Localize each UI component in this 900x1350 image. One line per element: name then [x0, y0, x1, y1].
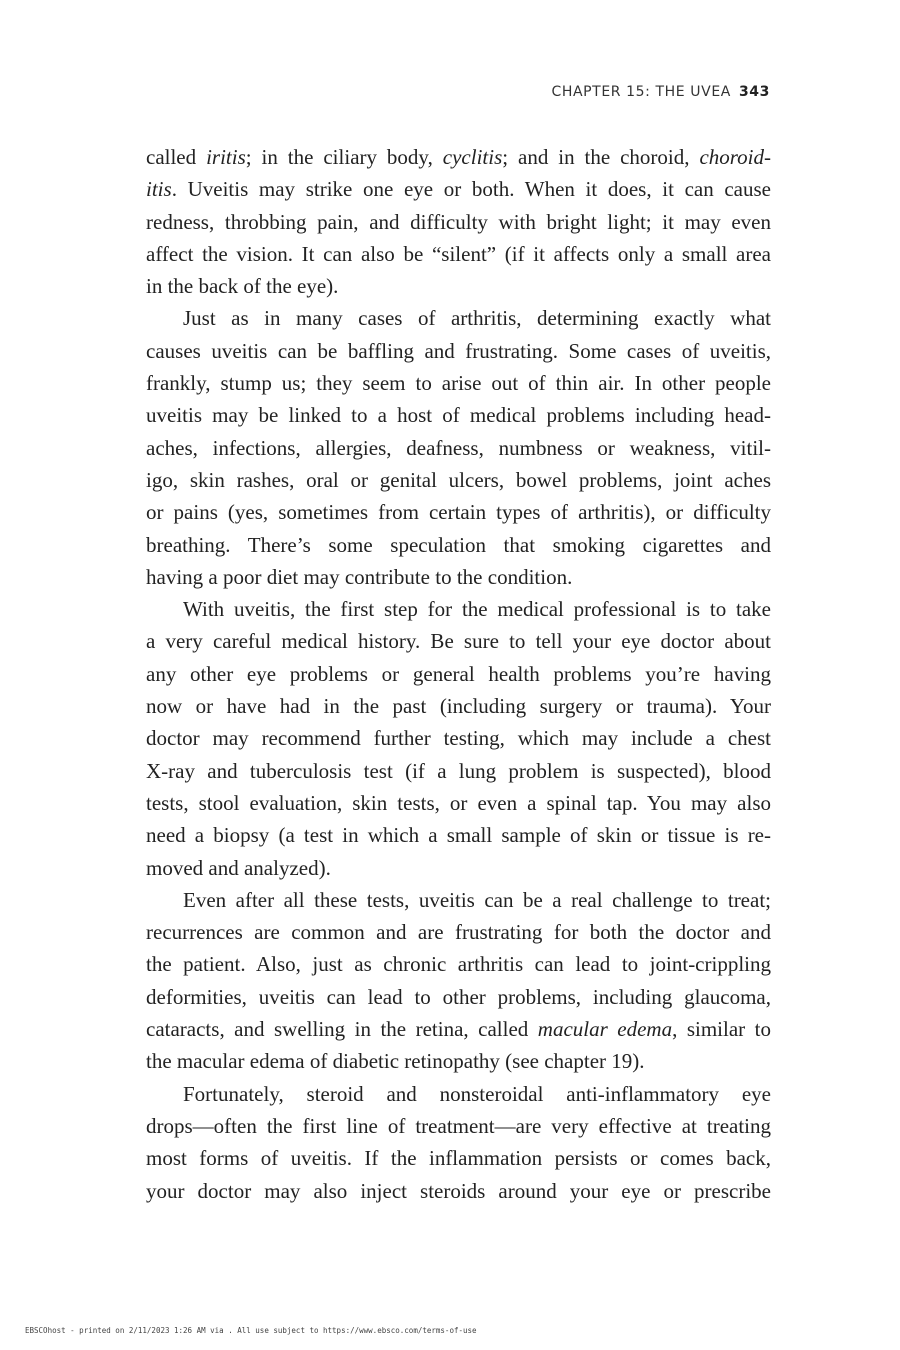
italic-term: iritis	[206, 145, 246, 169]
text-line: deformities, uveitis can lead to other problems, including glaucoma,	[146, 984, 771, 1009]
italic-term: cyclitis	[442, 145, 503, 169]
text-line: or pains (yes, sometimes from certain types of arthritis), or difficulty	[146, 500, 771, 525]
page-number: 343	[738, 84, 770, 100]
italic-term: macular edema	[537, 1017, 673, 1042]
paragraph	[146, 141, 771, 302]
chapter-title: CHAPTER 15: THE UVEA	[551, 84, 731, 100]
text-line: breathing. There’s some speculation that smoking cigarettes and	[146, 532, 771, 557]
text-line: uveitis may be linked to a host of medical problems including head-	[146, 403, 771, 428]
text-line: Fortunately, steroid and nonsteroidal anti-inflammatory eye	[183, 1081, 771, 1106]
text-line: itis. Uveitis may strike one eye or both. When it does, it can cause	[146, 177, 771, 202]
text-line: the patient. Also, just as chronic arthritis can lead to joint-crippling	[146, 952, 771, 977]
text-line: aches, infections, allergies, deafness, numbness or weakness, vitil-	[146, 435, 771, 460]
text-line: frankly, stump us; they seem to arise out of thin air. In other people	[146, 371, 771, 396]
text-line: moved and analyzed).	[146, 855, 331, 880]
text-line: any other eye problems or general health problems you’re having	[146, 661, 771, 686]
paragraph	[146, 593, 771, 884]
text-line: called iritis; in the ciliary body, cyclitis; and in the choroid, choroid-	[146, 145, 771, 169]
text-line: recurrences are common and are frustrating for both the doctor and	[146, 920, 771, 945]
text-line: tests, stool evaluation, skin tests, or even a spinal tap. You may also	[146, 790, 771, 815]
running-head	[551, 84, 770, 100]
text-line: having a poor diet may contribute to the condition.	[146, 564, 573, 589]
text-line: the macular edema of diabetic retinopathy (see chapter 19).	[146, 1049, 645, 1074]
text-line: affect the vision. It can also be “silent” (if it affects only a small area	[146, 241, 771, 266]
text-line: causes uveitis can be baffling and frustrating. Some cases of uveitis,	[146, 338, 771, 363]
text-line: your doctor may also inject steroids around your eye or prescribe	[146, 1178, 771, 1203]
text-line: igo, skin rashes, oral or genital ulcers, bowel problems, joint aches	[146, 467, 771, 492]
text-line: now or have had in the past (including surgery or trauma). Your	[146, 694, 771, 719]
print-notice: EBSCOhost - printed on 2/11/2023 1:26 AM via . All use subject to https://www.ebsco.com/terms-of-use	[25, 1326, 477, 1335]
body-text	[146, 141, 771, 1207]
text-line: doctor may recommend further testing, which may include a chest	[146, 726, 771, 751]
text-line: X-ray and tuberculosis test (if a lung problem is suspected), blood	[146, 758, 771, 783]
text-line: Even after all these tests, uveitis can be a real challenge to treat;	[183, 887, 771, 912]
italic-term: choroid-	[699, 145, 771, 169]
paragraph	[146, 884, 771, 1078]
text-line: With uveitis, the first step for the medical professional is to take	[183, 597, 771, 622]
text-line: need a biopsy (a test in which a small sample of skin or tissue is re-	[146, 823, 771, 848]
text-line: drops—often the first line of treatment—are very effective at treating	[146, 1113, 771, 1138]
text-line: a very careful medical history. Be sure to tell your eye doctor about	[146, 629, 771, 654]
text-line: Just as in many cases of arthritis, determining exactly what	[183, 306, 771, 331]
paragraph	[146, 302, 771, 593]
italic-term: itis	[146, 177, 172, 202]
text-line: cataracts, and swelling in the retina, called macular edema, similar to	[146, 1017, 771, 1042]
text-line: redness, throbbing pain, and difficulty with bright light; it may even	[146, 209, 771, 234]
text-line: most forms of uveitis. If the inflammation persists or comes back,	[146, 1146, 771, 1171]
text-line: in the back of the eye).	[146, 274, 339, 299]
paragraph	[146, 1078, 771, 1207]
